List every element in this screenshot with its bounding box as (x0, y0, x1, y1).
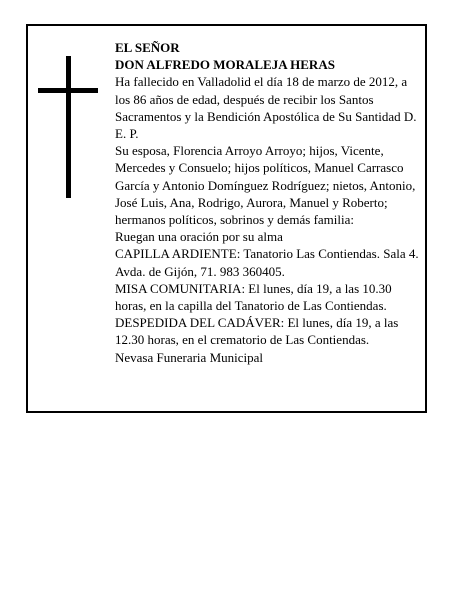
family-list: Su esposa, Florencia Arroyo Arroyo; hijos, Vicente, Mercedes y Consuelo; hijos políticos, Manuel Carrasco García y Antonio Domínguez Rodríguez; nietos, Antonio, José Luis, Ana, Rodrigo, Aurora, Manuel y Roberto; hermanos políticos, sobrinos y demás familia: (115, 143, 416, 228)
death-notice (26, 24, 427, 413)
mass-info: MISA COMUNITARIA: El lunes, día 19, a las 10.30 horas, en la capilla del Tanatorio de Las Contiendas. (115, 280, 392, 314)
cross-horizontal-bar (38, 88, 98, 93)
cross-vertical-bar (66, 56, 71, 198)
death-announcement: Ha fallecido en Valladolid el día 18 de marzo de 2012, a los 86 años de edad, después de recibir los Santos Sacramentos y la Bendición Apostólica de Su Santidad D. E. P. (115, 74, 417, 142)
farewell-info: DESPEDIDA DEL CADÁVER: El lunes, día 19, a las 12.30 horas, en el crematorio de Las Contiendas. (115, 315, 399, 348)
prayer-request: Ruegan una oración por su alma (115, 229, 283, 245)
cross-icon (38, 56, 98, 198)
deceased-name: DON ALFREDO MORALEJA HERAS (115, 57, 335, 73)
funeral-home: Nevasa Funeraria Municipal (115, 349, 264, 365)
notice-text (115, 39, 421, 366)
notice-title: EL SEÑOR (115, 40, 180, 55)
chapel-info: CAPILLA ARDIENTE: Tanatorio Las Contiendas. Sala 4. Avda. de Gijón, 71. 983 360405. (115, 246, 419, 279)
